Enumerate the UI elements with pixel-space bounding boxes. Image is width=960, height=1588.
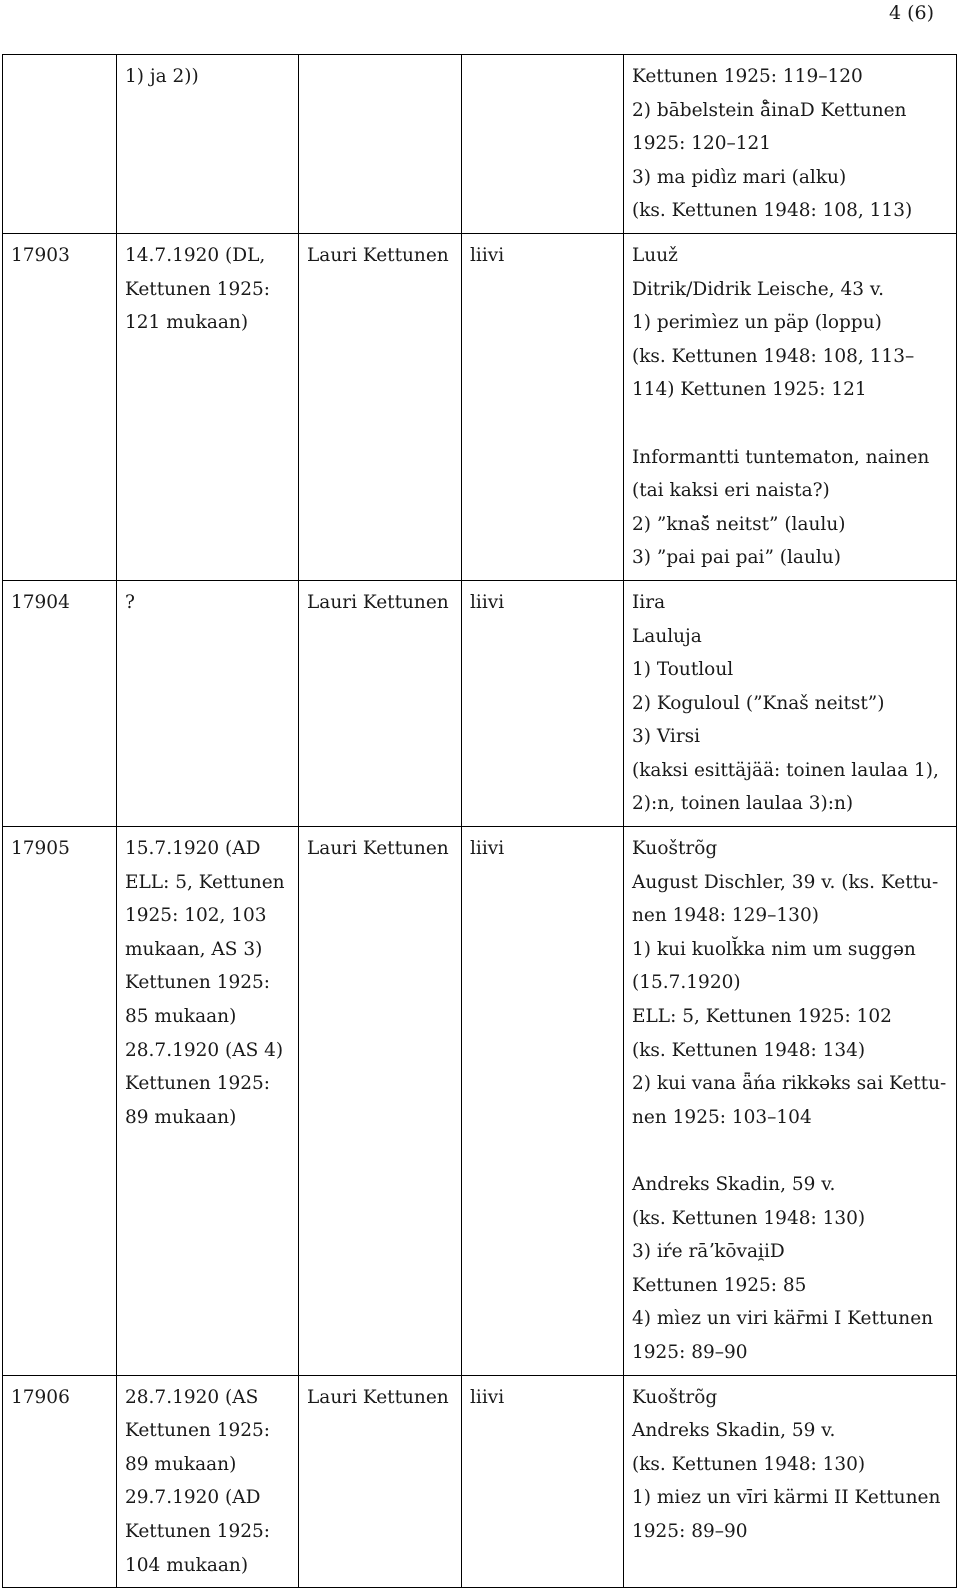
collector-text: Lauri Kettunen [307,244,449,266]
table-row [3,827,957,1376]
text-line: 28.7.1920 (AS 4) [125,1039,284,1061]
text-line: ELL: 5, Kettunen [125,871,285,893]
page-number: 4 (6) [888,2,934,24]
text-line: 1925: 102, 103 [125,905,267,927]
text-line [632,407,952,441]
language-cell [462,1375,624,1588]
text-line: 2):n, toinen laulaa 3):n) [632,793,854,815]
text-line: 89 mukaan) [125,1453,237,1475]
collector-cell [299,1375,462,1588]
collector-cell [299,580,462,826]
date-cell [117,827,299,1376]
text-line: (ks. Kettunen 1948: 108, 113– [632,345,915,367]
text-line: 3) iŕe rāʼkōvai̯iD [632,1241,785,1263]
text-line: 1925: 89–90 [632,1520,748,1542]
text-line: 14.7.1920 (DL, [125,244,266,266]
collector-cell [299,233,462,580]
table-row [3,55,957,234]
text-line: (ks. Kettunen 1948: 134) [632,1039,866,1061]
id-text: 17904 [11,591,70,613]
content-cell [624,827,957,1376]
text-line: 28.7.1920 (AS [125,1386,259,1408]
text-line: nen 1948: 129–130) [632,905,819,927]
text-line: Iira [632,591,666,613]
collector-cell [299,827,462,1376]
text-line: 1925: 120–121 [632,133,772,155]
text-line: Informantti tuntematon, nainen [632,446,930,468]
text-line: Kettunen 1925: [125,972,271,994]
text-line: (ks. Kettunen 1948: 130) [632,1207,866,1229]
text-line: 2) bābelstein å̄inaD Kettunen [632,99,907,121]
text-line: ? [125,591,135,613]
text-line: 104 mukaan) [125,1554,249,1576]
text-line: 1) Toutloul [632,659,734,681]
text-line: (ks. Kettunen 1948: 108, 113) [632,200,913,222]
collector-text: Lauri Kettunen [307,1386,449,1408]
text-line: Kuoštrõg [632,1386,718,1408]
text-line: August Dischler, 39 v. (ks. Kettu- [632,871,939,893]
text-line: Lauluja [632,625,702,647]
text-line: 3) ma pidìz mari (alku) [632,166,847,188]
text-line: 2) Koguloul (”Knaš neitst”) [632,692,885,714]
collector-cell [299,55,462,234]
text-line: 1) perimìez un päp (loppu) [632,312,882,334]
id-text: 17903 [11,244,70,266]
id-text: 17906 [11,1386,70,1408]
text-line: Luuž [632,244,678,266]
text-line: 3) Virsi [632,726,701,748]
id-cell [3,233,117,580]
language-cell [462,580,624,826]
table-row [3,580,957,826]
language-cell [462,233,624,580]
id-cell [3,1375,117,1588]
id-text: 17905 [11,838,70,860]
text-line: 1925: 89–90 [632,1341,748,1363]
text-line: 29.7.1920 (AD [125,1487,261,1509]
language-text: liivi [470,838,505,860]
language-text: liivi [470,591,505,613]
language-cell [462,55,624,234]
text-line: nen 1925: 103–104 [632,1106,812,1128]
text-line: Ditrik/Didrik Leische, 43 v. [632,278,885,300]
text-line: ELL: 5, Kettunen 1925: 102 [632,1006,892,1028]
id-cell [3,55,117,234]
text-line: 85 mukaan) [125,1006,237,1028]
collector-text: Lauri Kettunen [307,838,449,860]
text-line: 2) kui vana ǟńa rikkəks sai Kettu- [632,1073,947,1095]
id-cell [3,827,117,1376]
collector-text: Lauri Kettunen [307,591,449,613]
date-cell [117,233,299,580]
content-cell [624,580,957,826]
text-line: 3) ”pai pai pai” (laulu) [632,547,841,569]
text-line: 114) Kettunen 1925: 121 [632,379,867,401]
text-line: 89 mukaan) [125,1106,237,1128]
text-line: 15.7.1920 (AD [125,838,261,860]
text-line [632,1134,952,1168]
text-line: Kettunen 1925: 119–120 [632,66,863,87]
text-line: Andreks Skadin, 59 v. [632,1174,836,1195]
text-line: (tai kaksi eri naista?) [632,480,830,502]
table-row [3,233,957,580]
text-line: Kettunen 1925: [125,278,271,300]
text-line: 1) kui kuolk̆ka nim um suggən [632,938,916,960]
date-cell [117,1375,299,1588]
text-line: 1) miez un vīri kärmi II Kettunen [632,1487,941,1509]
text-line: Andreks Skadin, 59 v. [632,1420,836,1442]
date-cell [117,55,299,234]
archive-table [2,54,957,1588]
text-line: 2) ”knaš̄ neitst” (laulu) [632,513,846,535]
text-line: Kettunen 1925: [125,1420,271,1442]
text-line: (ks. Kettunen 1948: 130) [632,1453,866,1475]
text-line: 121 mukaan) [125,312,249,334]
content-cell [624,55,957,234]
text-line: Kettunen 1925: 85 [632,1274,807,1296]
content-cell [624,1375,957,1588]
text-line: (15.7.1920) [632,972,741,994]
text-line: Kuoštrõg [632,838,718,860]
text-line: 1) ja 2)) [125,66,199,87]
text-line: (kaksi esittäjää: toinen laulaa 1), [632,759,939,781]
id-cell [3,580,117,826]
language-text: liivi [470,1386,505,1408]
date-cell [117,580,299,826]
language-cell [462,827,624,1376]
language-text: liivi [470,244,505,266]
text-line: Kettunen 1925: [125,1073,271,1095]
text-line: Kettunen 1925: [125,1520,271,1542]
content-cell [624,233,957,580]
text-line: 4) mìez un viri kär̄mi I Kettunen [632,1308,934,1330]
text-line: mukaan, AS 3) [125,938,263,960]
table-row [3,1375,957,1588]
